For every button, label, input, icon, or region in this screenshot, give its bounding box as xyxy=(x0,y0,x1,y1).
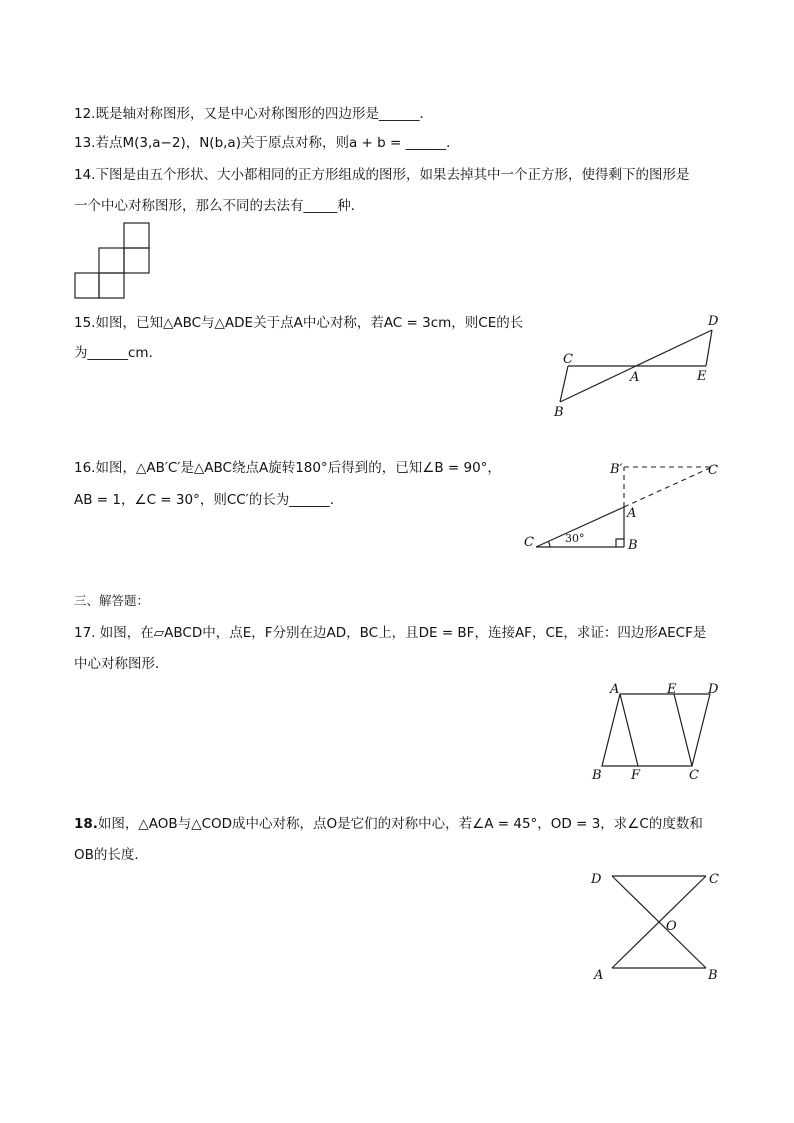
label-b: B xyxy=(554,405,564,420)
question-18-number: 18. xyxy=(74,816,98,832)
section-heading: 三、解答题： xyxy=(74,593,150,608)
label-b: B xyxy=(708,968,718,983)
label-a: A xyxy=(630,370,640,385)
label-d: D xyxy=(708,314,719,329)
label-a: A xyxy=(627,506,637,521)
five-squares-figure xyxy=(74,222,154,302)
figure-16-rotation xyxy=(520,455,740,555)
label-c-prime: C xyxy=(708,463,718,478)
square xyxy=(99,248,124,273)
parallelogram-abcd xyxy=(602,694,710,766)
label-c: C xyxy=(524,535,534,550)
segment-cb xyxy=(560,366,568,402)
question-17-line-1: 17. 如图，在▱ABCD中，点E，F分别在边AD，BC上，且DE = BF，连接AF，CE，求证：四边形AECF是 xyxy=(74,625,707,641)
segment-ec xyxy=(674,694,692,766)
label-c: C xyxy=(689,768,699,783)
square xyxy=(124,248,149,273)
label-b-prime: B′ xyxy=(610,462,623,477)
question-13: 13.若点M(3,a−2)，N(b,a)关于原点对称，则a + b = ______． xyxy=(74,135,460,151)
question-18-line-2: OB的长度． xyxy=(74,847,148,863)
question-16-line-1: 16.如图，△AB′C′是△ABC绕点A旋转180°后得到的，已知∠B = 90°， xyxy=(74,460,501,476)
label-d: D xyxy=(708,682,719,697)
question-15-line-2: 为______cm． xyxy=(74,345,163,361)
question-16-line-2: AB = 1，∠C = 30°，则CC′的长为______． xyxy=(74,492,344,508)
question-14-line-2: 一个中心对称图形，那么不同的去法有_____种． xyxy=(74,198,365,214)
label-f: F xyxy=(631,768,641,783)
segment-a-c-prime xyxy=(624,467,712,507)
question-15-line-1: 15.如图，已知△ABC与△ADE关于点A中心对称，若AC = 3cm，则CE的长 xyxy=(74,315,524,331)
figure-18-hourglass xyxy=(588,868,728,983)
square xyxy=(124,223,149,248)
label-b: B xyxy=(592,768,602,783)
question-14-line-1: 14.下图是由五个形状、大小都相同的正方形组成的图形，如果去掉其中一个正方形，使得剩下的图形是 xyxy=(74,167,690,183)
question-18-text: 如图，△AOB与△COD成中心对称，点O是它们的对称中心，若∠A = 45°，OD = 3，求∠C的度数和 xyxy=(97,816,703,832)
question-18-line-1 xyxy=(74,814,703,834)
segment-af xyxy=(620,694,638,766)
label-d: D xyxy=(591,872,602,887)
right-angle-mark xyxy=(616,539,624,547)
question-12: 12.既是轴对称图形，又是中心对称图形的四边形是______． xyxy=(74,106,433,122)
label-a: A xyxy=(594,968,604,983)
square xyxy=(99,273,124,298)
label-o: O xyxy=(666,919,677,934)
segment-de xyxy=(706,330,712,366)
label-b: B xyxy=(628,538,638,553)
figure-15-triangles xyxy=(550,310,740,420)
label-angle-30: 30° xyxy=(565,532,585,545)
label-a: A xyxy=(610,682,620,697)
label-c: C xyxy=(709,872,719,887)
angle-arc xyxy=(549,542,551,548)
figure-17-parallelogram xyxy=(590,680,730,783)
label-e: E xyxy=(697,369,707,384)
question-17-line-2: 中心对称图形． xyxy=(74,656,169,672)
label-c: C xyxy=(563,352,573,367)
square xyxy=(75,273,99,298)
label-e: E xyxy=(667,682,677,697)
